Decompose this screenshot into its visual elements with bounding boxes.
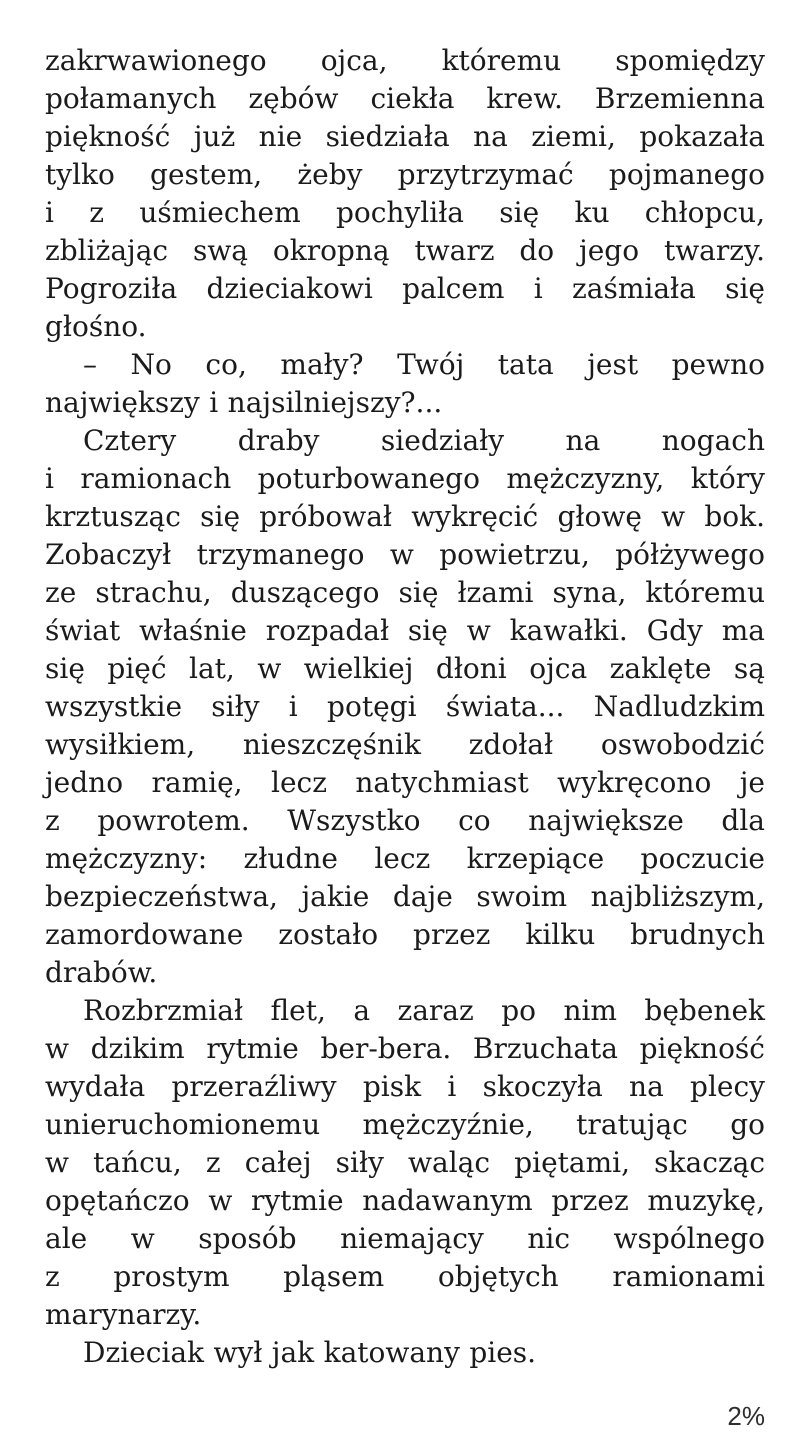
paragraph (45, 42, 765, 346)
text-line: tylko gestem, żeby przytrzymać pojmanego (45, 158, 765, 191)
text-line: mężczyzny: złudne lecz krzepiące poczucie (45, 842, 765, 875)
text-line: połamanych zębów ciekła krew. Brzemienna (45, 82, 765, 115)
text-line: ale w sposób niemający nic wspólnego (45, 1222, 765, 1255)
text-line: unieruchomionemu mężczyźnie, tratując go (45, 1108, 765, 1141)
text-line: i z uśmiechem pochyliła się ku chłopcu, (45, 196, 765, 229)
text-line: głośno. (45, 310, 147, 343)
text-line: zbliżając swą okropną twarz do jego twarzy. (45, 234, 765, 267)
text-line: zamordowane zostało przez kilku brudnych (45, 918, 765, 951)
text-line: z powrotem. Wszystko co największe dla (45, 804, 765, 837)
paragraph (45, 1334, 765, 1372)
text-line: Rozbrzmiał flet, a zaraz po nim bębenek (83, 994, 765, 1027)
text-line: bezpieczeństwa, jakie daje swoim najbliższym, (45, 880, 765, 913)
text-line: Dzieciak wył jak katowany pies. (83, 1336, 537, 1369)
text-line: opętańczo w rytmie nadawanym przez muzykę, (45, 1184, 765, 1217)
text-line: – No co, mały? Twój tata jest pewno (83, 348, 765, 381)
text-line: wszystkie siły i potęgi świata... Nadludzkim (45, 690, 765, 723)
text-line: w tańcu, z całej siły waląc piętami, skacząc (45, 1146, 765, 1179)
text-line: Pogroziła dzieciakowi palcem i zaśmiała się (45, 272, 765, 305)
text-line: największy i najsilniejszy?... (45, 386, 443, 419)
text-line: zakrwawionego ojca, któremu spomiędzy (45, 44, 765, 77)
text-line: z prostym pląsem objętych ramionami (45, 1260, 765, 1293)
paragraph (45, 346, 765, 422)
paragraph (45, 422, 765, 992)
text-line: Zobaczył trzymanego w powietrzu, półżywego (45, 538, 765, 571)
text-line: Cztery draby siedziały na nogach (83, 424, 765, 457)
text-line: drabów. (45, 956, 158, 989)
text-line: ze strachu, duszącego się łzami syna, któremu (45, 576, 765, 609)
text-line: wysiłkiem, nieszczęśnik zdołał oswobodzić (45, 728, 765, 761)
page-text (45, 0, 765, 1372)
text-line: w dzikim rytmie ber-bera. Brzuchata piękność (45, 1032, 765, 1065)
text-line: wydała przeraźliwy pisk i skoczyła na plecy (45, 1070, 765, 1103)
text-line: się pięć lat, w wielkiej dłoni ojca zaklęte są (45, 652, 765, 685)
text-line: i ramionach poturbowanego mężczyzny, który (45, 462, 765, 495)
reading-progress-label: 2% (727, 1401, 765, 1431)
text-line: jedno ramię, lecz natychmiast wykręcono je (45, 766, 765, 799)
text-line: krztusząc się próbował wykręcić głowę w bok. (45, 500, 765, 533)
text-line: piękność już nie siedziała na ziemi, pokazała (45, 120, 765, 153)
paragraph (45, 992, 765, 1334)
text-line: marynarzy. (45, 1298, 202, 1331)
text-line: świat właśnie rozpadał się w kawałki. Gdy ma (45, 614, 765, 647)
